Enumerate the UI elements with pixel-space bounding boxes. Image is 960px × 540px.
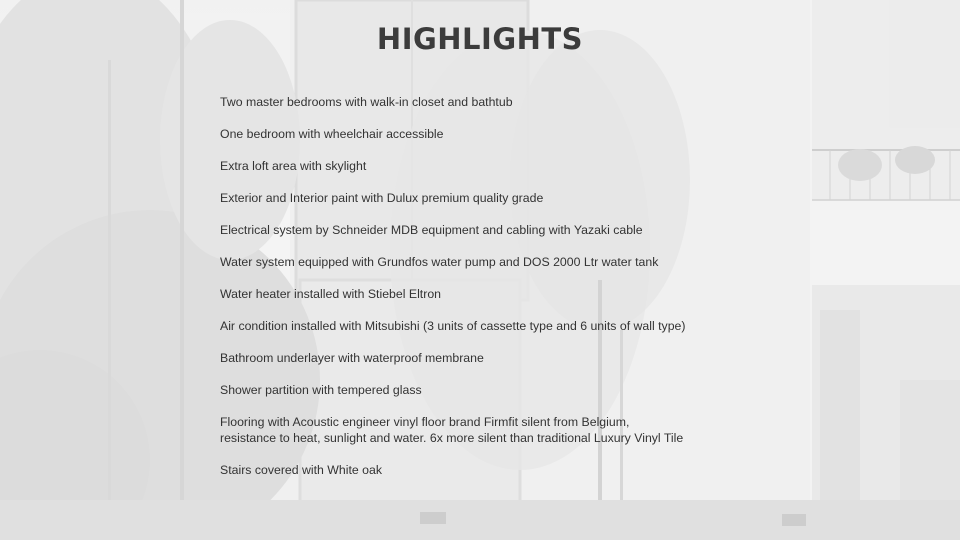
- list-item: Exterior and Interior paint with Dulux premium quality grade: [220, 191, 544, 205]
- page-title: HIGHLIGHTS: [376, 22, 584, 56]
- list-item: Water system equipped with Grundfos water pump and DOS 2000 Ltr water tank: [220, 255, 659, 269]
- list-item: Water heater installed with Stiebel Eltron: [220, 287, 441, 301]
- list-item: Flooring with Acoustic engineer vinyl floor brand Firmfit silent from Belgium, resistance to heat, sunlight and water. 6x more silent than traditional Luxury Vinyl Tile: [220, 415, 684, 445]
- list-item: Stairs covered with White oak: [220, 463, 382, 477]
- list-item: Two master bedrooms with walk-in closet and bathtub: [220, 95, 513, 109]
- list-item: Bathroom underlayer with waterproof membrane: [220, 351, 484, 365]
- list-item: Shower partition with tempered glass: [220, 383, 422, 397]
- list-item: One bedroom with wheelchair accessible: [220, 127, 444, 141]
- highlights-list: [220, 94, 780, 494]
- list-item: Extra loft area with skylight: [220, 159, 367, 173]
- list-item: Electrical system by Schneider MDB equipment and cabling with Yazaki cable: [220, 223, 643, 237]
- list-item: Air condition installed with Mitsubishi (3 units of cassette type and 6 units of wall type): [220, 319, 686, 333]
